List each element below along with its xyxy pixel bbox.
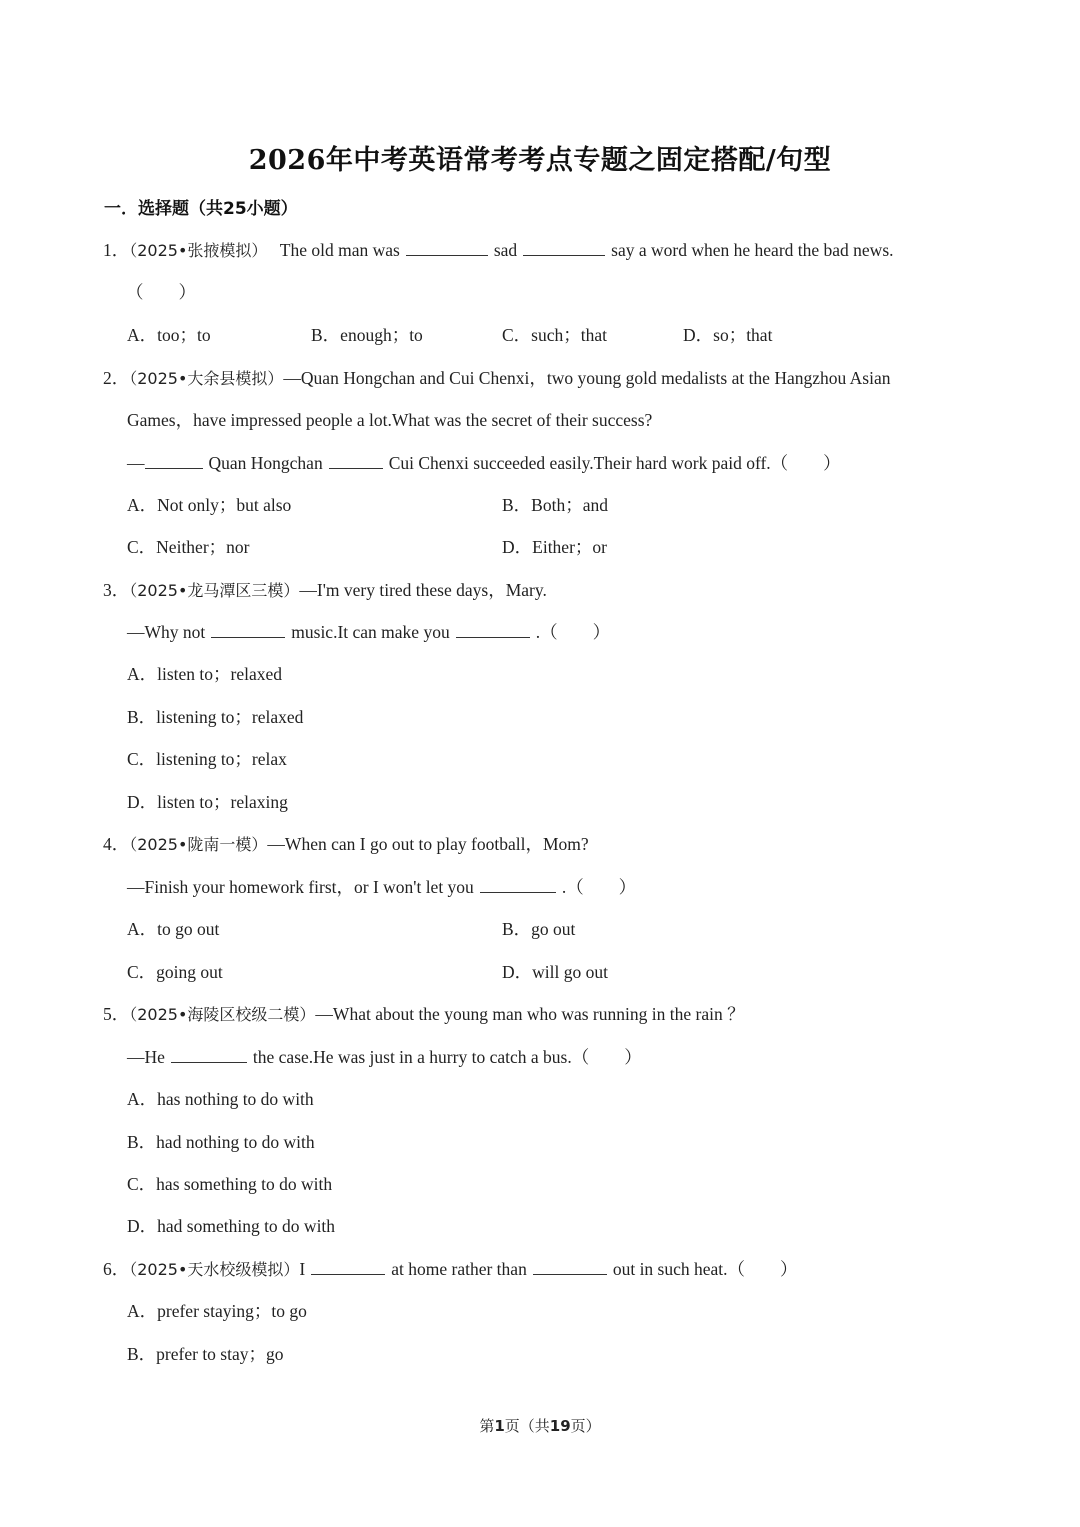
question-source: （2025•大余县模拟） [129, 369, 284, 388]
option-d: D．will go out [502, 962, 608, 982]
question-3-stem: 3．（2025•龙马潭区三模）—I'm very tired these days，Mary. [103, 580, 547, 600]
option-a: A．to go out [127, 919, 220, 939]
option-c: C．going out [127, 962, 223, 982]
option-a: A．has nothing to do with [127, 1089, 314, 1109]
option-c: C．such；that [502, 325, 607, 345]
option-a: A．prefer staying；to go [127, 1301, 307, 1321]
option-a: A．too；to [127, 325, 211, 345]
option-c: C．listening to；relax [127, 749, 287, 769]
question-4-stem: 4．（2025•陇南一模）—When can I go out to play football，Mom? [103, 834, 589, 854]
option-a: A．Not only；but also [127, 495, 292, 515]
answer-blank [533, 1258, 607, 1275]
answer-blank [523, 239, 605, 256]
answer-blank [145, 452, 203, 469]
question-source: （2025•天水校级模拟） [129, 1260, 300, 1279]
question-source: （2025•张掖模拟） [129, 241, 268, 260]
option-b: B．go out [502, 919, 576, 939]
page-footer: 第1页（共19页） [479, 1417, 601, 1435]
question-1-stem: 1．（2025•张掖模拟） The old man was sad say a word when he heard the bad news. [103, 240, 894, 260]
page-total: 19 [549, 1417, 571, 1435]
option-d: D．listen to；relaxing [127, 792, 288, 812]
answer-blank [311, 1258, 385, 1275]
option-d: D．Either；or [502, 537, 607, 557]
answer-blank [406, 239, 488, 256]
question-2-line2: Games，have impressed people a lot.What was the secret of their success? [127, 410, 653, 430]
question-5-stem: 5．（2025•海陵区校级二模）—What about the young man who was running in the rain ？ [103, 1004, 745, 1024]
option-b: B．Both；and [502, 495, 608, 515]
option-c: C．Neither；nor [127, 537, 250, 557]
answer-blank [456, 621, 530, 638]
option-b: B．listening to；relaxed [127, 707, 304, 727]
option-d: D．so；that [683, 325, 773, 345]
question-source: （2025•海陵区校级二模） [129, 1005, 316, 1024]
question-source: （2025•陇南一模） [129, 835, 268, 854]
option-a: A．listen to；relaxed [127, 664, 283, 684]
section-heading: 一．选择题（共25小题） [104, 199, 298, 219]
page-number: 1 [494, 1417, 505, 1435]
answer-blank [480, 876, 556, 893]
question-5-line2: —He the case.He was just in a hurry to catch a bus.（ ） [127, 1047, 642, 1067]
option-d: D．had something to do with [127, 1216, 336, 1236]
question-2-line3: — Quan Hongchan Cui Chenxi succeeded easily.Their hard work paid off.（ ） [127, 453, 841, 473]
question-6-stem: 6．（2025•天水校级模拟）I at home rather than out in such heat.（ ） [103, 1259, 798, 1279]
page-title: 2026年中考英语常考考点专题之固定搭配/句型 [248, 145, 832, 176]
question-4-line2: —Finish your homework first，or I won't let you .（ ） [127, 877, 637, 897]
question-number: 1． [103, 240, 130, 260]
question-3-line2: —Why not music.It can make you .（ ） [127, 622, 611, 642]
answer-blank [211, 621, 285, 638]
option-b: B．enough；to [311, 325, 423, 345]
option-b: B．prefer to stay；go [127, 1344, 284, 1364]
question-1-paren: （ ） [126, 282, 196, 302]
option-c: C．has something to do with [127, 1174, 333, 1194]
question-source: （2025•龙马潭区三模） [129, 581, 300, 600]
answer-blank [329, 452, 383, 469]
answer-blank [171, 1046, 247, 1063]
option-b: B．had nothing to do with [127, 1132, 315, 1152]
question-2-stem: 2．（2025•大余县模拟）—Quan Hongchan and Cui Chenxi，two young gold medalists at the Hangzhou Asian [103, 368, 891, 388]
